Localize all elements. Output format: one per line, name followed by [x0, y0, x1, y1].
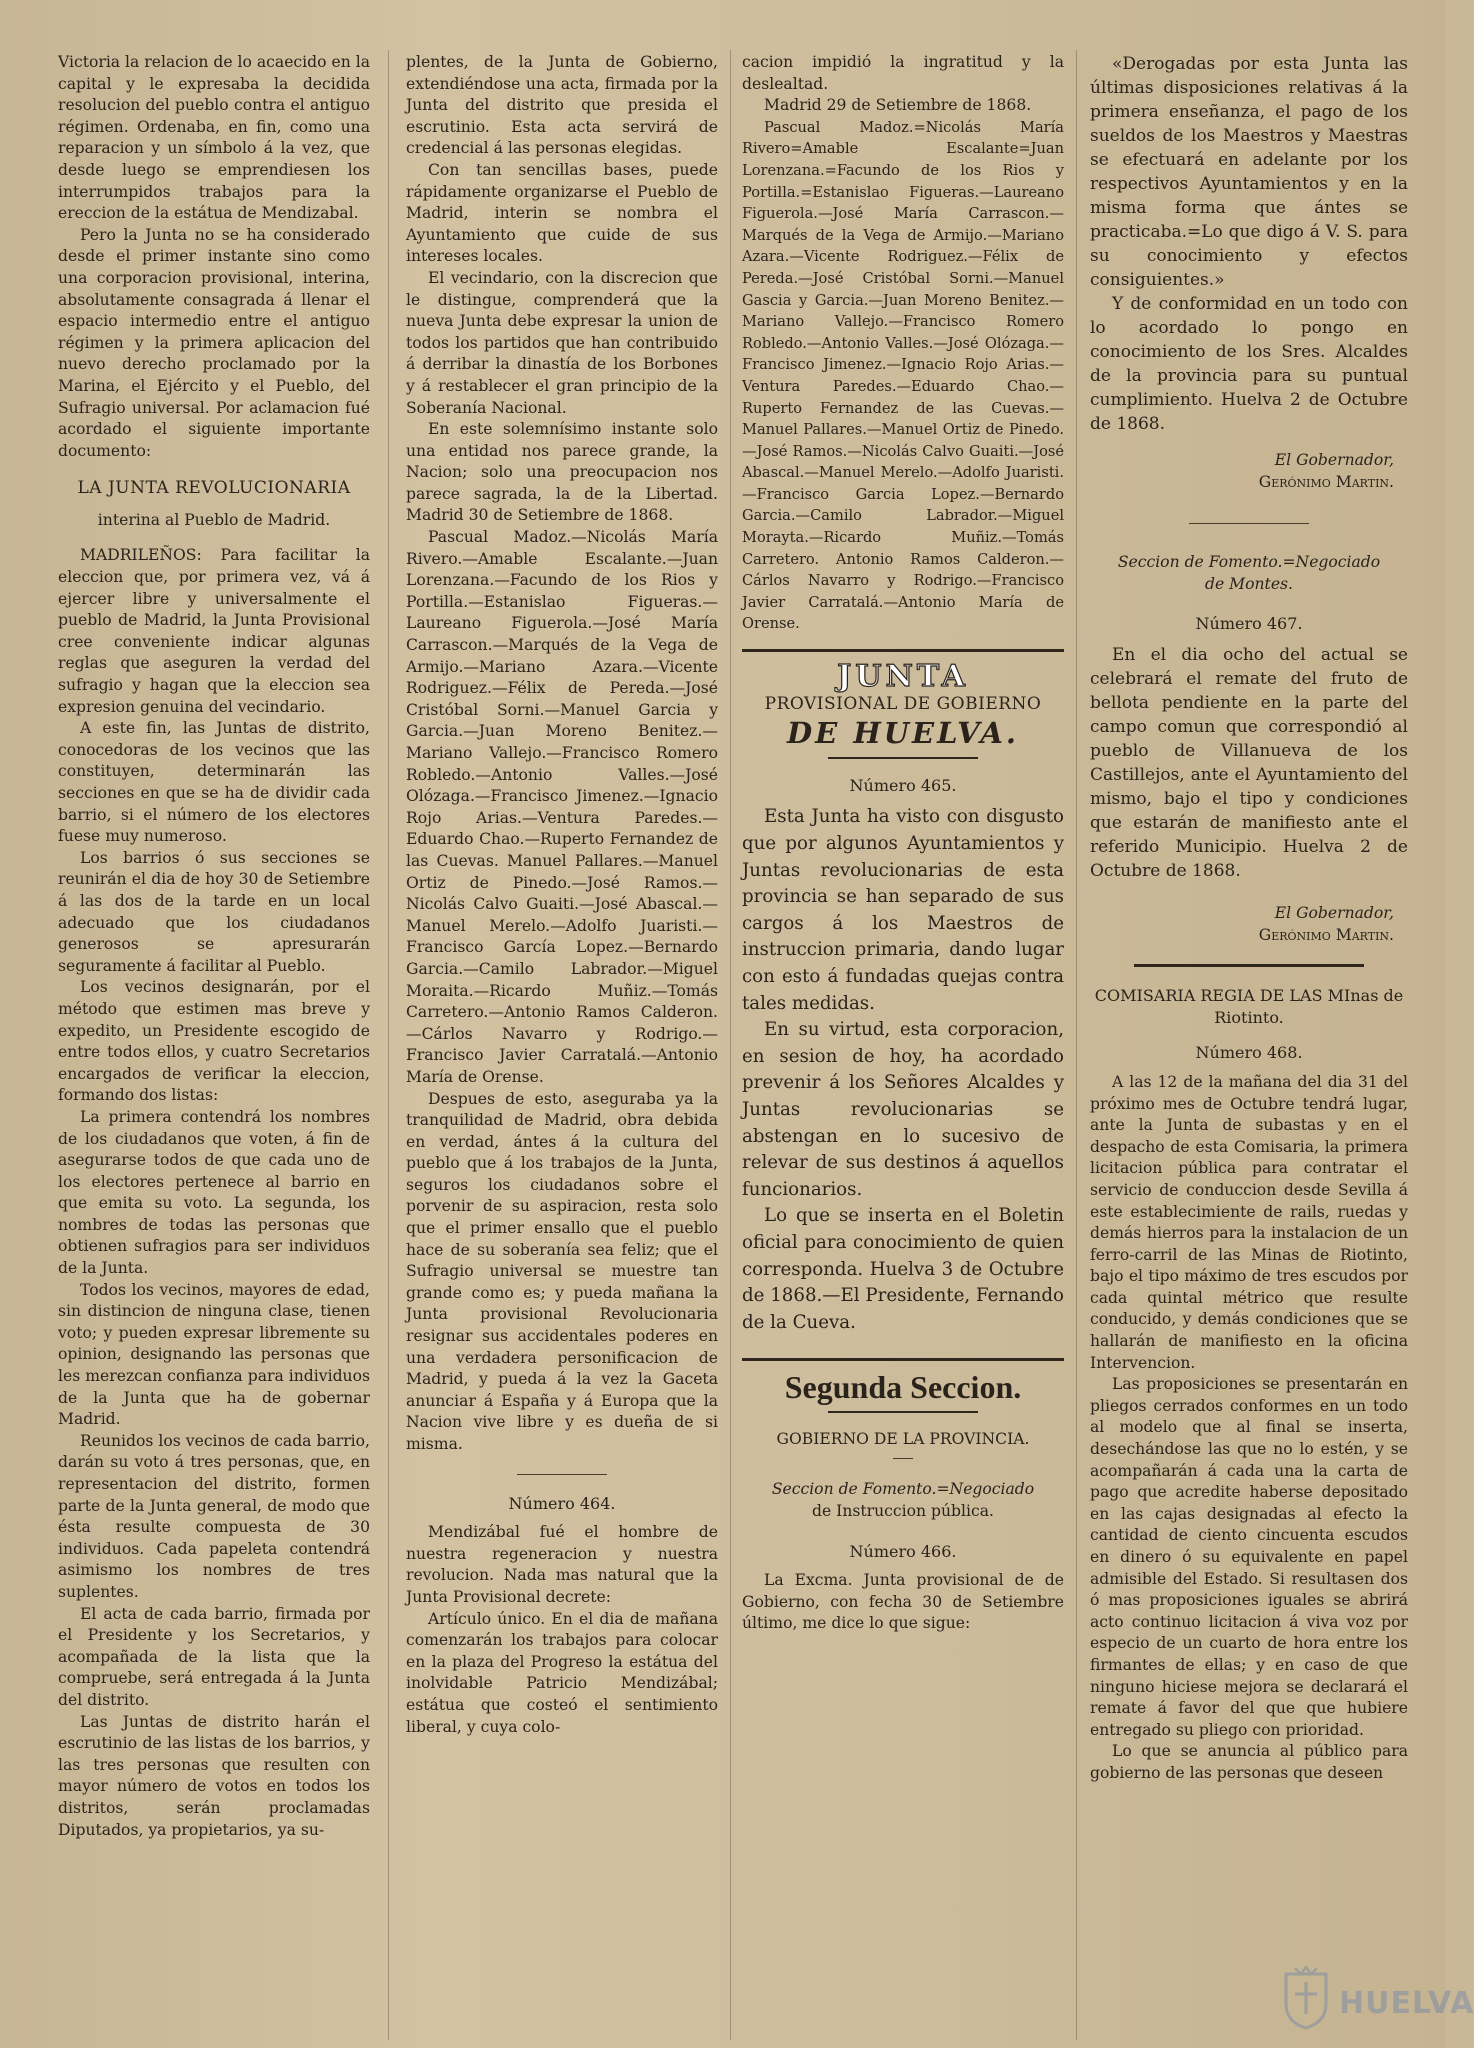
paragraph: Mendizábal fué el hombre de nuestra regeneracion y nuestra revolucion. Nada mas natural que la Junta Provisional decrete: [406, 1523, 718, 1606]
huelva-watermark [1281, 1958, 1474, 2038]
paragraph: En el dia ocho del actual se celebrará el remate del fruto de bellota pendiente en la parte del campo comun que correspondió al pueblo de Villanueva de los Castillejos, ante el Ayuntamiento del mismo, bajo el tipo y condiciones que estarán de manifiesto ante el referido Municipio. Huelva 2 de Octubre de 1868. [1090, 644, 1408, 881]
decree-number: Número 465. [849, 775, 957, 795]
crest-icon [1281, 1964, 1331, 2030]
column-2 [406, 52, 718, 2042]
seccion-subheading: de Instruccion pública. [812, 1502, 994, 1521]
paragraph: En su virtud, esta corporacion, en sesion de hoy, ha acordado prevenir á los Señores Alcaldes y Juntas revolucionarias se abstengan en lo sucesivo de relevar de sus destinos á aquellos funcionarios. [742, 1019, 1064, 1200]
paragraph: Las Juntas de distrito harán el escrutinio de las listas de los barrios, y las tres personas que resulten con mayor número de votos en todos los distritos, serán proclamadas Diputados, ya propietarios, ya su- [58, 1712, 370, 1839]
watermark-text: HUELVA [1339, 1986, 1474, 2021]
separator [742, 1358, 1064, 1361]
separator [517, 1474, 607, 1475]
provisional-heading: PROVISIONAL DE GOBIERNO [764, 693, 1042, 714]
column-divider [388, 50, 389, 2040]
paragraph: Todos los vecinos, mayores de edad, sin distincion de ninguna clase, tienen voto; y pueden expresar libremente su opinion, designando las personas que les merezcan confianza para individuos de la Junta que ha de gobernar Madrid. [58, 1280, 370, 1429]
paragraph: La Excma. Junta provisional de de Gobierno, con fecha 30 de Setiembre último, me dice lo que sigue: [742, 1571, 1064, 1633]
signatures: Pascual Madoz.—Nicolás María Rivero.—Amable Escalante.—Juan Lorenzana.—Facundo de los Rios y Portilla.—Estanislao Figueras.—Laureano Figuerola.—José María Carrascon.—Marqués de la Vega de Armijo.—Mariano Azara.—Vicente Rodriguez.—Félix de Pereda.—José Cristóbal Sorni.—Manuel Garcia y Garcia.—Juan Moreno Benitez.—Mariano Vallejo.—Francisco Romero Robledo.—Antonio Valles.—José Olózaga.—Francisco Jimenez.—Ignacio Rojo Arias.—Ventura Paredes.—Eduardo Chao.—Ruperto Fernandez de las Cuevas. Manuel Pallares.—Manuel Ortiz de Pinedo.—José Ramos.—Nicolás Calvo Guaiti.—José Abascal.—Manuel Merelo.—Adolfo Juaristi.—Francisco García Lopez.—Bernardo Garcia.—Camilo Labrador.—Miguel Moraita.—Ricardo Muñiz.—Tomás Carretero.—Antonio Ramos Calderon.—Cárlos Navarro y Rodrigo.—Francisco Javier Carratalá.—Antonio María de Orense. [406, 528, 718, 1086]
paragraph: A las 12 de la mañana del dia 31 del próximo mes de Octubre tendrá lugar, ante la Junta de subastas y en el despacho de esta Comisaria, la primera licitacion pública para contratar el servicio de conduccion desde Sevilla á este establecimiente de rails, ruedas y demás hierros para la instalacion de un ferro-carril de las Minas de Riotinto, bajo el tipo máximo de tres escudos por cada quintal métrico que resulte conducido, y demás condiciones que se hallarán de manifiesto en la oficina Intervencion. [1090, 1072, 1408, 1372]
paragraph: Y de conformidad en un todo con lo acordado lo pongo en conocimiento de los Sres. Alcaldes de la provincia para su puntual cumplimiento. Huelva 2 de Octubre de 1868. [1090, 294, 1408, 434]
column-4 [1090, 52, 1408, 2042]
paragraph: plentes, de la Junta de Gobierno, extendiéndose una acta, firmada por la Junta del distrito que presida el escrutinio. Esta acta servirá de credencial á las personas elegidas. [406, 53, 718, 158]
paragraph: cacion impidió la ingratitud y la deslealtad. [742, 53, 1064, 93]
column-1 [58, 52, 370, 2042]
gobierno-heading: GOBIERNO DE LA PROVINCIA. [776, 1429, 1030, 1448]
separator [1189, 523, 1309, 524]
paragraph: Victoria la relacion de lo acaecido en la capital y le expresaba la decidida resolucion del pueblo contra el antiguo régimen. Ordenaba, en fin, como una reparacion y un símbolo á la vez, que desde luego se emprendiesen los interrumpidos trabajos para la ereccion de la estátua de Mendizabal. [58, 53, 370, 223]
seccion-heading: Seccion de Fomento.=Negociado [1117, 553, 1381, 572]
separator [1134, 964, 1364, 967]
paragraph: Los barrios ó sus secciones se reunirán el dia de hoy 30 de Setiembre á las dos de la tarde en un local adecuado que los ciudadanos generosos se apresurarán seguramente á facilitar al Pueblo. [58, 848, 370, 975]
separator [828, 1411, 978, 1413]
junta-heading: JUNTA [837, 659, 969, 695]
paragraph: Pero la Junta no se ha considerado desde el primer instante sino como una corporacion provisional, interina, absolutamente consagrada á llenar el espacio intermedio entre el antiguo régimen y la primera aplicacion del nuevo derecho proclamado por la Marina, el Ejército y el Pueblo, del Sufragio universal. Por aclamacion fué acordado el siguiente importante documento: [58, 225, 370, 460]
signature-title: El Gobernador, [1274, 451, 1394, 469]
paragraph: La primera contendrá los nombres de los ciudadanos que voten, á fin de asegurarse todos de que cada uno de los electores pertenece al barrio en que emita su voto. La segunda, los nombres de todas las personas que obtienen sufragios para ser individuos de la Junta. [58, 1107, 370, 1278]
paragraph: A este fin, las Juntas de distrito, conocedoras de los vecinos que las constituyen, determinarán las secciones en que se ha de dividir cada barrio, si el número de los electores fuese muy numeroso. [58, 719, 370, 846]
huelva-heading: DE HUELVA. [787, 716, 1019, 751]
column-divider [1076, 50, 1077, 2040]
paragraph: Despues de esto, aseguraba ya la tranquilidad de Madrid, obra debida en verdad, ántes á la cultura del pueblo que á los trabajos de la Junta, seguros los ciudadanos sobre el porvenir de su aspiracion, resta solo que el primer ensallo que el pueblo hace de su soberanía sea feliz; que el Sufragio universal se muestre tan grande como es; y pueda mañana la Junta provisional Revolucionaria resignar sus accidentales poderes en una verdadera personificacion de Madrid, y pueda á la vez la Gaceta anunciar á España y á Europa que la Nacion vive libre y es dueña de si misma. [406, 1089, 718, 1453]
seccion-heading: Seccion de Fomento.=Negociado [771, 1480, 1035, 1499]
signature-name: Gerónimo Martin. [1258, 925, 1394, 944]
signature-name: Gerónimo Martin. [1258, 472, 1394, 491]
separator [893, 1458, 913, 1459]
decree-number: Número 464. [508, 1493, 616, 1513]
column-3 [742, 52, 1064, 2042]
paragraph: Lo que se inserta en el Boletin oficial para conocimiento de quien corresponda. Huelva 3 de Octubre de 1868.—El Presidente, Fernando de la Cueva. [742, 1205, 1064, 1333]
paragraph: El acta de cada barrio, firmada por el Presidente y los Secretarios, y acompañada de la lista que la compruebe, será entregada á la Junta del distrito. [58, 1604, 370, 1709]
paragraph: Con tan sencillas bases, puede rápidamente organizarse el Pueblo de Madrid, interin se nombra el Ayuntamiento que cuide de sus intereses locales. [406, 160, 718, 266]
paragraph: MADRILEÑOS: Para facilitar la eleccion que, por primera vez, vá á ejercer libre y universalmente el pueblo de Madrid, la Junta Provisional cree conveniente indicar algunas reglas que aseguren la verdad del sufragio y hagan que la eleccion sea expresion genuina del vecindario. [58, 546, 370, 716]
separator [742, 649, 1064, 652]
paragraph: Artículo único. En el dia de mañana comenzarán los trabajos para colocar en la plaza del Progreso la estátua del inolvidable Patricio Mendizábal; estátua que costeó el sentimiento liberal, y cuya colo- [406, 1609, 718, 1736]
decree-number: Número 466. [849, 1541, 957, 1561]
paragraph: Las proposiciones se presentarán en pliegos cerrados conformes en un todo al modelo que al final se inserta, desechándose las que no lo estén, y se acompañarán á cada una la carta de pago que acredite haberse depositado en las cajas designadas al efecto la cantidad de ciento cincuenta escudos en dinero ó su equivalente en papel admisible del Estado. Si resultasen dos ó mas proposiciones iguales se abrirá acto continuo licitacion á viva voz por especio de un cuarto de hora entre los firmantes de ellas; y en caso de que ninguno hiciese mejora se declarará el remate á favor del que que hubiere entregado su pliego con prioridad. [1090, 1375, 1408, 1739]
paragraph: El vecindario, con la discrecion que le distingue, comprenderá que la nueva Junta debe expresar la union de todos los partidos que han contribuido á derribar la dinastía de los Borbones y á restablecer el gran principio de la Soberanía Nacional. [406, 268, 718, 417]
separator [828, 757, 978, 759]
paragraph: Los vecinos designarán, por el método que estimen mas breve y expedito, un Presidente escogido de entre todos ellos, y cuatro Secretarios encargados de verificar la eleccion, formando dos listas: [58, 978, 370, 1105]
section-subheading: interina al Pueblo de Madrid. [97, 510, 331, 529]
paragraph: Lo que se anuncia al público para gobierno de las personas que deseen [1090, 1742, 1408, 1782]
column-divider [730, 50, 731, 2040]
paragraph: Esta Junta ha visto con disgusto que por algunos Ayuntamientos y Juntas revolucionarias de esta provincia se han separado de sus cargos á los Maestros de instruccion primaria, dando lugar con esto á fundadas quejas contra tales medidas. [742, 806, 1064, 1014]
seccion-subheading: de Montes. [1204, 574, 1294, 593]
paragraph: Reunidos los vecinos de cada barrio, darán su voto á tres personas, que, en representacion del distrito, formen parte de la Junta general, de modo que ésta resulte compuesta de 30 individuos. Cada papeleta contendrá asimismo los nombres de tres suplentes. [58, 1431, 370, 1601]
date-line: Madrid 29 de Setiembre de 1868. [764, 96, 1032, 115]
signatures: Pascual Madoz.=Nicolás María Rivero=Amable Escalante=Juan Lorenzana.=Facundo de los Rios y Portilla.=Estanislao Figueras.—Laureano Figuerola.—José María Carrascon.—Marqués de la Vega de Armijo.—Mariano Azara.—Vicente Rodriguez.—Félix de Pereda.—José Cristóbal Sorni.—Manuel Gascia y Garcia.—Juan Moreno Benitez.—Mariano Vallejo.—Francisco Romero Robledo.—Antonio Valles.—José Olózaga.—Francisco Jimenez.—Ignacio Rojo Arias.—Ventura Paredes.—Eduardo Chao.—Ruperto Fernandez de las Cuevas.—Manuel Pallares.—Manuel Ortiz de Pinedo.—José Ramos.—Nicolás Calvo Guaiti.—José Abascal.—Manuel Merelo.—Adolfo Juaristi.—Francisco Garcia Lopez.—Bernardo Garcia.—Camilo Labrador.—Miguel Morayta.—Ricardo Muñiz.—Tomás Carretero. Antonio Ramos Calderon.—Cárlos Navarro y Rodrigo.—Francisco Javier Carratalá.—Antonio María de Orense. [742, 118, 1064, 633]
paragraph: «Derogadas por esta Junta las últimas disposiciones relativas á la primera enseñanza, el pago de los sueldos de los Maestros y Maestras se efectuará en adelante por los respectivos Ayuntamientos y en la misma forma que ántes se practicaba.=Lo que digo á V. S. para su conocimiento y efectos consiguientes.» [1090, 54, 1408, 290]
signature-title: El Gobernador, [1274, 903, 1394, 922]
paragraph: En este solemnísimo instante solo una entidad nos parece grande, la Nacion; solo una preocupacion nos parece sagrada, la de la Libertad. Madrid 30 de Setiembre de 1868. [406, 420, 718, 525]
segunda-seccion-heading: Segunda Seccion. [784, 1369, 1022, 1406]
decree-number: Número 467. [1195, 614, 1303, 634]
section-heading: LA JUNTA REVOLUCIONARIA [77, 478, 351, 499]
decree-number: Número 468. [1195, 1043, 1303, 1063]
comisaria-heading: COMISARIA REGIA DE LAS MInas de Riotinto. [1094, 986, 1404, 1027]
